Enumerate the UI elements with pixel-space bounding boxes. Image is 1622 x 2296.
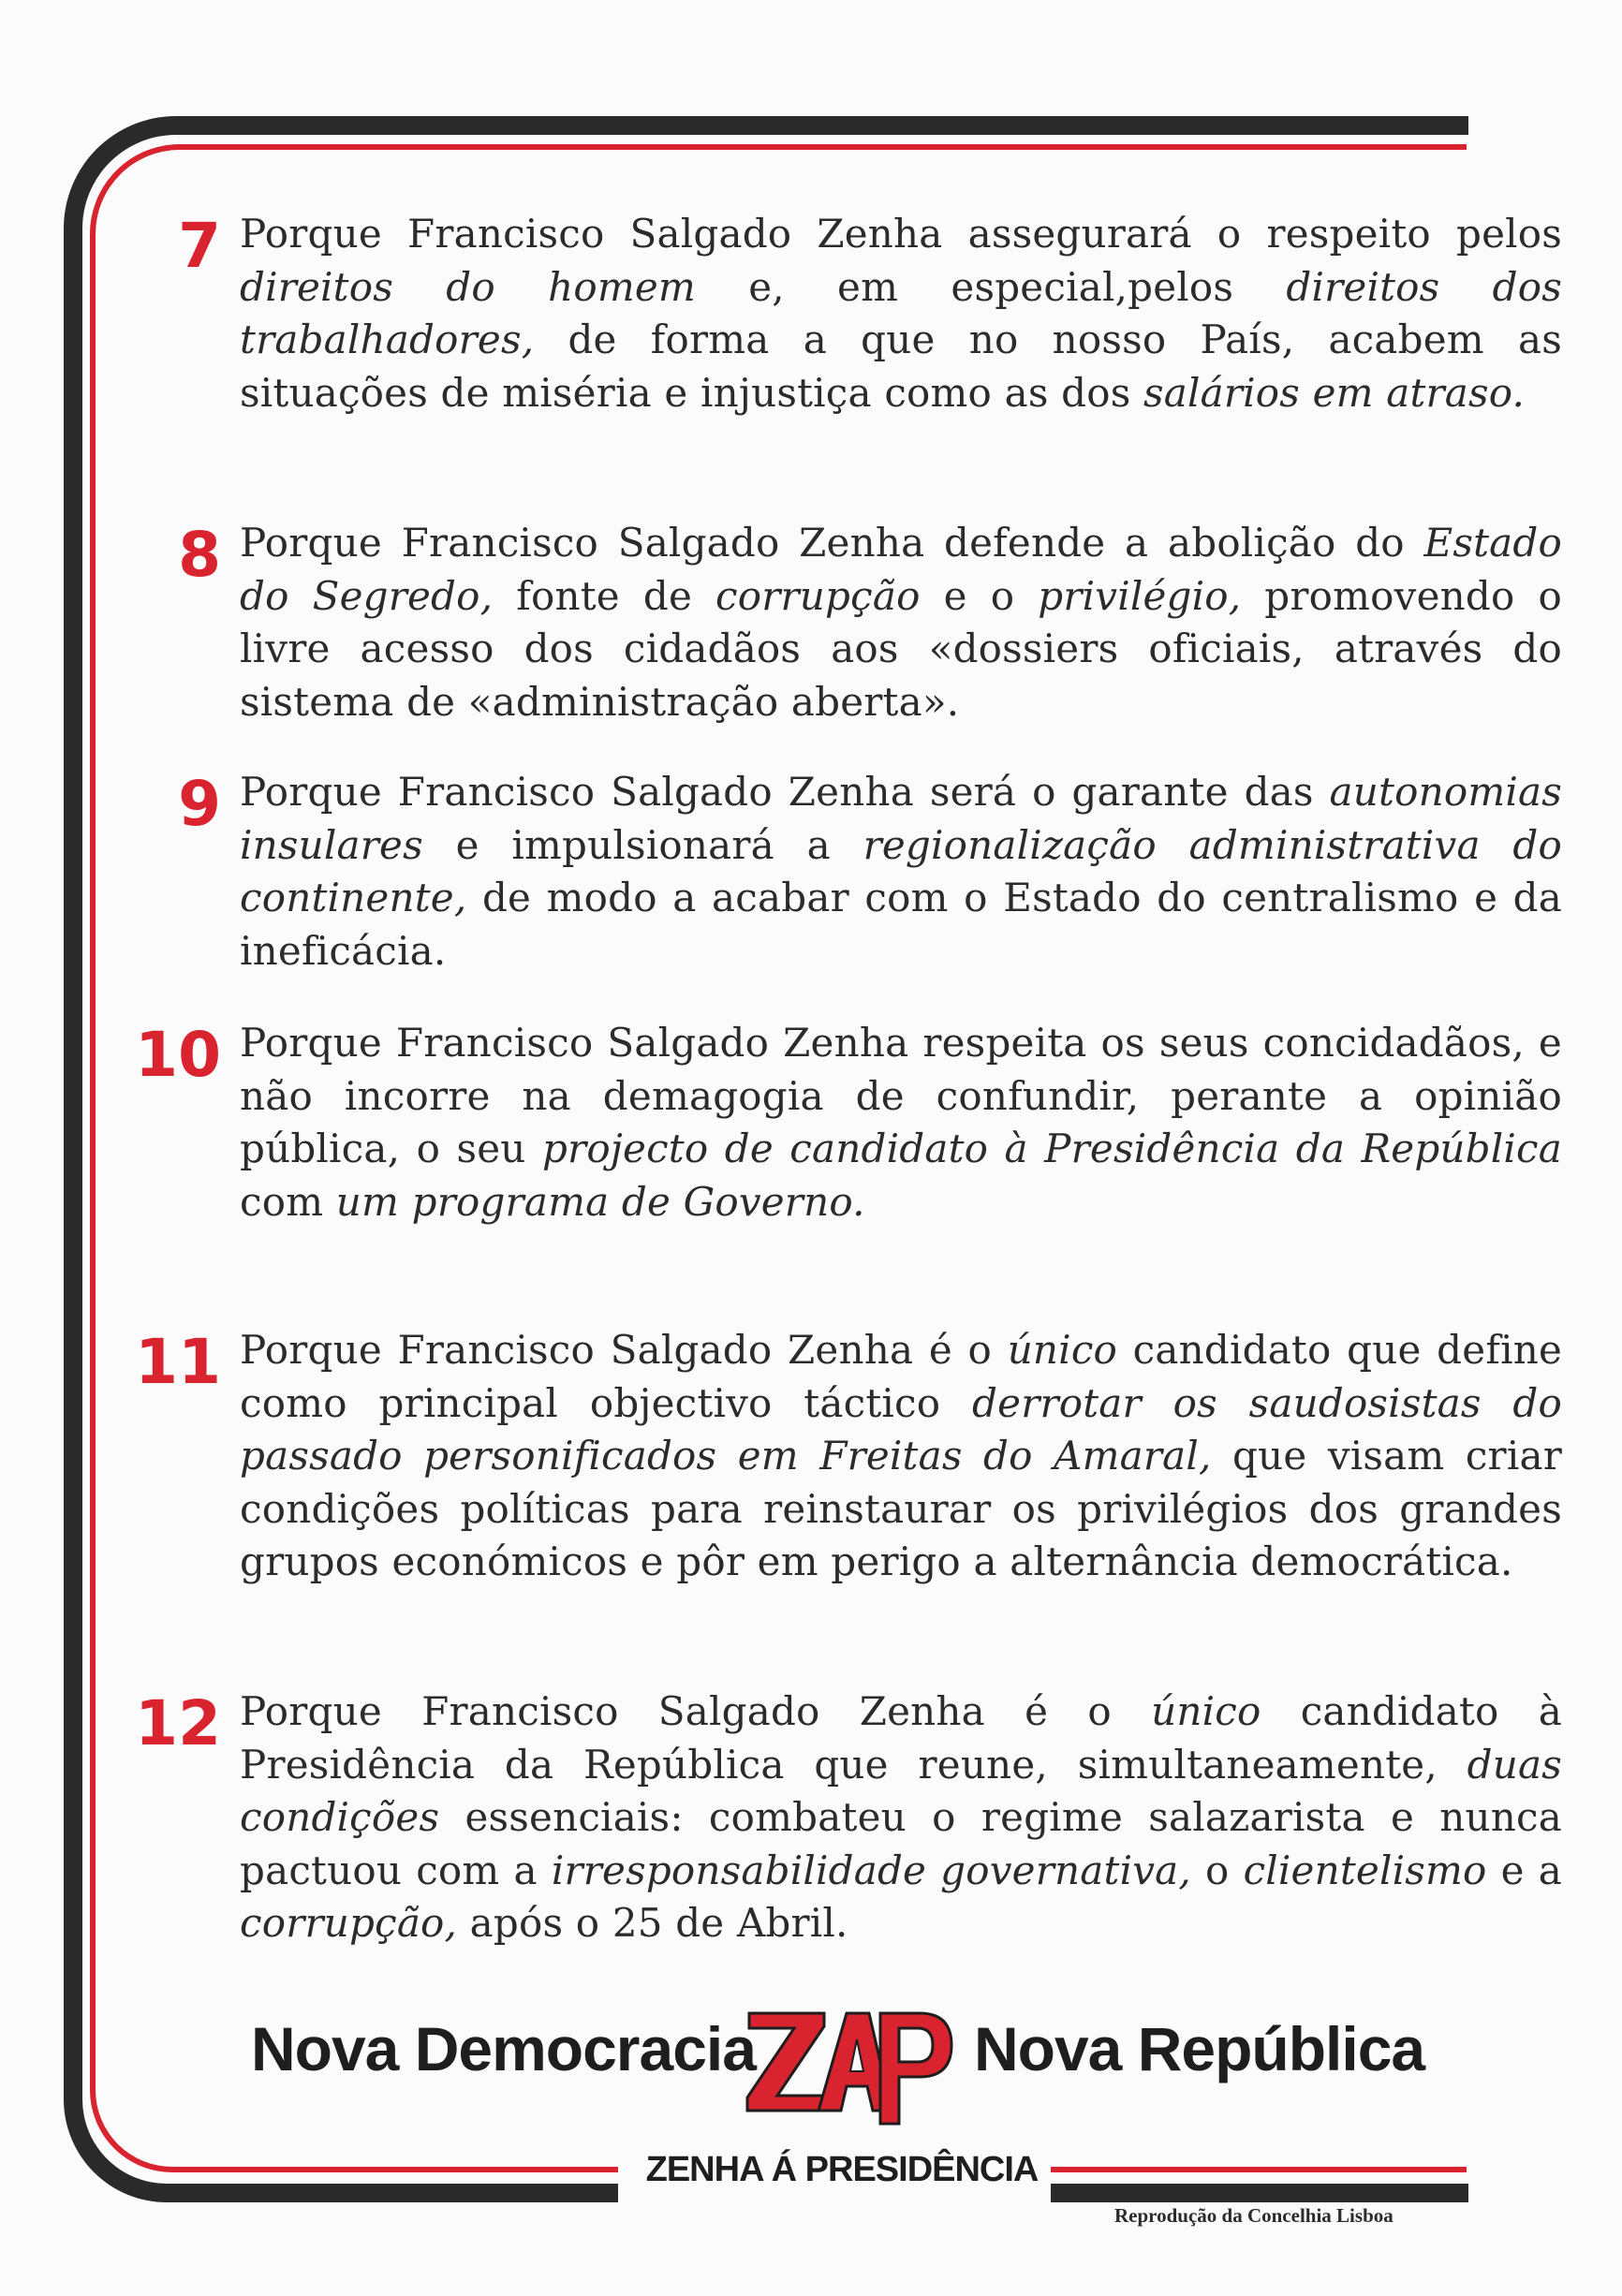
emphasis-text: clientelismo bbox=[1243, 1847, 1487, 1893]
item-number: 9 bbox=[178, 768, 221, 840]
credit-line: Reprodução da Concelhia Lisboa bbox=[1114, 2204, 1393, 2227]
brand-right-text: Nova República bbox=[974, 2014, 1425, 2083]
item-text bbox=[240, 517, 1562, 729]
body-text: após o 25 de Abril. bbox=[457, 1900, 848, 1946]
body-text: Porque Francisco Salgado Zenha será o garante das bbox=[240, 769, 1330, 815]
emphasis-text: autonomias insulares bbox=[240, 769, 1562, 868]
zap-logo bbox=[742, 1979, 957, 2133]
zap-logo-graphic bbox=[742, 1979, 957, 2133]
emphasis-text: salários em atraso. bbox=[1143, 369, 1526, 416]
emphasis-text: corrupção bbox=[715, 572, 921, 619]
item-text bbox=[240, 1685, 1562, 1950]
body-text: com bbox=[240, 1178, 336, 1225]
item-number: 10 bbox=[135, 1019, 221, 1091]
body-text: candidato à Presidência da República que reune, simultaneamente, bbox=[240, 1688, 1562, 1788]
item-text bbox=[240, 1017, 1562, 1229]
emphasis-text: direitos do homem bbox=[240, 263, 696, 310]
emphasis-text: único bbox=[1151, 1688, 1261, 1734]
emphasis-text: regionalização administrativa do continente, bbox=[240, 821, 1562, 920]
body-text: candidato que define como principal objectivo táctico bbox=[240, 1327, 1563, 1426]
body-text: e a bbox=[1486, 1847, 1562, 1893]
emphasis-text: projecto de candidato à Presidência da República bbox=[541, 1126, 1562, 1171]
emphasis-text: único bbox=[1007, 1327, 1118, 1373]
item-text bbox=[240, 1324, 1562, 1589]
body-text: fonte de bbox=[493, 572, 716, 619]
emphasis-text: privilégio, bbox=[1038, 572, 1242, 619]
slogan: ZENHA Á PRESIDÊNCIA bbox=[645, 2150, 1039, 2189]
item-number: 12 bbox=[135, 1687, 221, 1759]
logo-text: ZAP bbox=[742, 1979, 774, 1996]
body-text: Porque Francisco Salgado Zenha respeita os seus concidadãos, e não incorre na demagogia de confundir, perante a opinião pública, o seu bbox=[240, 1020, 1562, 1171]
body-text: Porque Francisco Salgado Zenha defende a abolição do bbox=[240, 520, 1424, 566]
body-text: que visam criar condições políticas para reinstaurar os privilégios dos grandes grupos económicos e pôr em perigo a alternância democrática. bbox=[240, 1433, 1562, 1584]
body-text: Porque Francisco Salgado Zenha é o bbox=[240, 1327, 1008, 1373]
body-text: e impulsionará a bbox=[422, 821, 863, 868]
emphasis-text: derrotar os saudosistas do passado personificados em Freitas do Amaral, bbox=[240, 1379, 1562, 1479]
body-text: essenciais: combateu o regime salazarista e nunca pactuou com a bbox=[240, 1794, 1562, 1893]
body-text: o bbox=[1190, 1847, 1244, 1893]
item-text bbox=[240, 766, 1562, 978]
item-number: 11 bbox=[135, 1326, 221, 1398]
item-number: 7 bbox=[178, 210, 221, 282]
item-number: 8 bbox=[178, 519, 221, 591]
emphasis-text: corrupção, bbox=[240, 1900, 458, 1946]
emphasis-text: irresponsabilidade governativa, bbox=[551, 1847, 1191, 1893]
item-text bbox=[240, 208, 1562, 419]
body-text: promovendo o livre acesso dos cidadãos aos «dossiers oficiais, através do sistema de «administração aberta». bbox=[240, 572, 1562, 725]
body-text: e o bbox=[920, 572, 1039, 619]
body-text: Porque Francisco Salgado Zenha assegurará o respeito pelos bbox=[240, 211, 1562, 257]
body-text: e, em especial,pelos bbox=[695, 263, 1287, 310]
emphasis-text: Estado do Segredo, bbox=[240, 520, 1562, 619]
brand-left-text: Nova Democracia bbox=[251, 2014, 756, 2083]
body-text: Porque Francisco Salgado Zenha é o bbox=[240, 1688, 1152, 1734]
emphasis-text: um programa de Governo. bbox=[335, 1178, 865, 1225]
emphasis-text: direitos dos trabalhadores, bbox=[240, 263, 1562, 362]
emphasis-text: duas condições bbox=[240, 1741, 1562, 1840]
body-text: de modo a acabar com o Estado do centralismo e da ineficácia. bbox=[240, 875, 1562, 974]
body-text: de forma a que no nosso País, acabem as situações de miséria e injustiça como as dos bbox=[240, 316, 1562, 416]
